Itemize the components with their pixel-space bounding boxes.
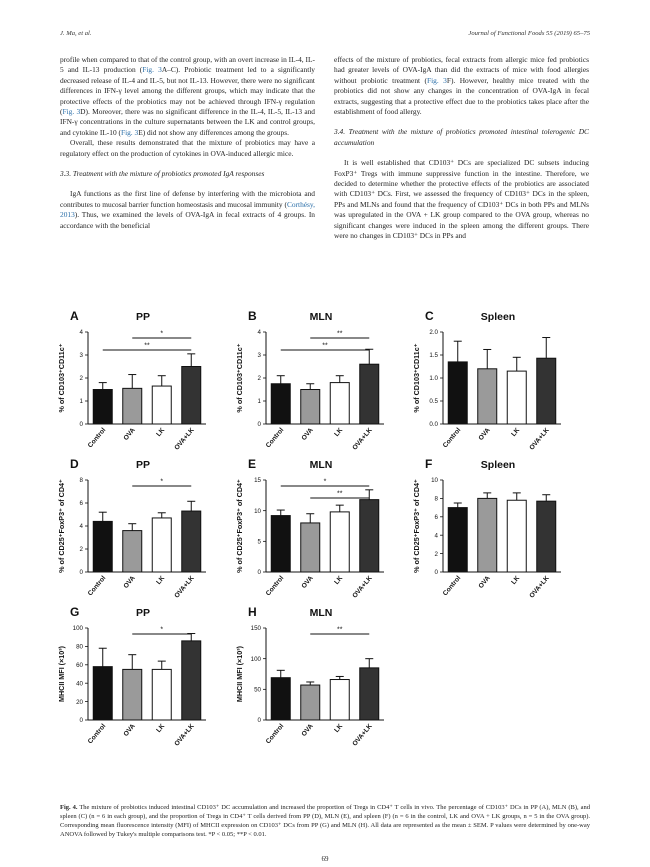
bar-control: [271, 516, 290, 572]
significance-label: *: [160, 626, 164, 634]
category-label: OVA: [122, 574, 137, 590]
category-label: LK: [510, 426, 522, 439]
category-label: OVA+LK: [528, 426, 551, 452]
y-tick-label: 4: [79, 523, 83, 531]
y-tick-label: 0: [257, 717, 261, 725]
chart-panel-c: [412, 309, 561, 452]
y-axis-label: MHCII MFI (×10³): [235, 645, 244, 703]
section-heading-3-3: 3.3. Treatment with the mixture of probiotics promoted IgA responses: [60, 169, 265, 179]
bar-control: [448, 362, 467, 424]
bar-lk: [507, 500, 526, 572]
y-tick-label: 4: [434, 532, 438, 540]
y-tick-label: 6: [79, 500, 83, 508]
running-header-authors: J. Ma, et al.: [60, 30, 92, 37]
category-label: OVA: [122, 722, 137, 738]
category-label: Control: [264, 722, 286, 746]
figure-4-bar-charts: [58, 300, 598, 800]
bar-ova: [123, 388, 142, 424]
category-label: LK: [333, 426, 345, 439]
y-tick-label: 0.0: [429, 421, 438, 429]
bar-control: [271, 384, 290, 424]
chart-panel-b: [235, 309, 384, 452]
y-axis-label: % of CD103⁺CD11c⁺: [57, 343, 66, 413]
y-tick-label: 0.5: [429, 398, 438, 406]
bar-control: [93, 667, 112, 720]
y-tick-label: 80: [76, 643, 83, 651]
bar-ova: [478, 498, 497, 572]
y-tick-label: 150: [250, 625, 261, 633]
category-label: LK: [155, 722, 167, 735]
figure-caption: Fig. 4. The mixture of probiotics induced intestinal CD103⁺ DC accumulation and increased the proportion of Tregs in CD4⁺ T cells in vivo. The percentage of CD103⁺ DCs in PP (A), MLN (B), and spleen (C) (n = 6 in each group), and the proportion of Tregs in CD4⁺ T cells derived from PP (D), MLN (E), and spleen (F) (n = 6 in the control, LK and OVA + LK groups, n = 5 in the OVA group). Corresponding mean fluorescence intensity (MFI) of MHCII expression on CD103⁺ DCs from PP (G) and MLN (H). All data are represented as the mean ± SEM. P values were determined by one-way ANOVA followed by Tukey's multiple comparisons test. *P < 0.05; **P < 0.01.: [60, 804, 591, 838]
category-label: OVA: [300, 574, 315, 590]
y-tick-label: 1: [79, 398, 83, 406]
bar-ova: [478, 369, 497, 424]
page-number: 69: [321, 855, 329, 863]
bar-lk: [330, 512, 349, 572]
category-label: OVA+LK: [173, 722, 196, 748]
panel-title: MLN: [309, 607, 333, 619]
category-label: Control: [86, 426, 108, 450]
y-axis-label: % of CD103⁺CD11c⁺: [412, 343, 421, 413]
y-tick-label: 4: [257, 329, 261, 337]
y-tick-label: 6: [434, 514, 438, 521]
left-text-column: [60, 55, 315, 231]
y-tick-label: 2: [257, 375, 261, 383]
panel-title: MLN: [309, 311, 333, 323]
y-tick-label: 100: [72, 625, 83, 633]
section-heading-3-4: 3.4. Treatment with the mixture of probiotics promoted intestinal tolerogenic DC accumulation: [334, 127, 589, 147]
y-tick-label: 1.0: [429, 375, 438, 383]
y-tick-label: 0: [257, 569, 261, 577]
running-header-journal: Journal of Functional Foods 55 (2019) 65–75: [468, 30, 590, 37]
panel-letter: D: [70, 457, 79, 471]
category-label: OVA+LK: [528, 574, 551, 600]
panel-title: Spleen: [480, 311, 516, 323]
panel-title: PP: [135, 311, 151, 323]
paragraph-iga-cont: effects of the mixture of probiotics, fecal extracts from allergic mice fed probiotics had greater levels of OVA-IgA than did the extracts of mice with food allergies without probiotic treatment (Fig. 3F). However, healthy mice treated with the probiotics did not show any changes in the concentration of OVA-IgA in fecal extracts, suggesting that a protective effect due to the probiotics takes place after the establishment of food allergy.: [334, 55, 589, 117]
y-axis-label: % of CD103⁺CD11c⁺: [235, 343, 244, 413]
y-tick-label: 1.5: [429, 352, 438, 360]
category-label: Control: [441, 574, 463, 598]
panel-title: PP: [135, 607, 151, 619]
panel-letter: C: [425, 309, 434, 323]
y-tick-label: 2: [79, 546, 83, 554]
y-axis-label: % of CD25⁺FoxP3⁺ of CD4⁺: [412, 479, 421, 573]
category-label: OVA+LK: [173, 426, 196, 452]
bar-ova-lk: [182, 367, 201, 425]
y-tick-label: 50: [254, 686, 261, 694]
right-text-column: [334, 55, 589, 242]
category-label: LK: [510, 574, 522, 587]
chart-panel-h: [235, 605, 384, 748]
category-label: OVA+LK: [351, 722, 374, 748]
category-label: OVA: [122, 426, 137, 442]
y-tick-label: 0: [79, 421, 83, 429]
y-axis-label: % of CD25⁺FoxP3⁺ of CD4⁺: [57, 479, 66, 573]
y-tick-label: 2.0: [429, 329, 438, 337]
y-tick-label: 3: [257, 352, 261, 360]
chart-panel-f: [412, 457, 561, 600]
significance-label: **: [337, 490, 343, 498]
fig-link[interactable]: Fig. 3: [120, 127, 139, 137]
chart-panel-e: [235, 457, 384, 600]
category-label: LK: [333, 722, 345, 735]
paragraph-cd103-dcs: It is well established that CD103⁺ DCs are specialized DC subsets inducing FoxP3⁺ Tregs with immune suppressive function in the intestine. Therefore, we decided to determine whether the protective effects of the probiotics are associated with CD103⁺ DCs. First, we assessed the frequency of CD103⁺ DCs in the spleen, PPs and MLNs and found that the frequency of CD103⁺ DCs in both PPs and MLNs was upregulated in the OVA + LK group compared to the OVA group, whereas no significant changes were induced in the spleen among the different groups. There were no changes in CD103⁺ DCs in PPs and: [334, 158, 589, 241]
category-label: Control: [441, 426, 463, 450]
bar-ova: [123, 531, 142, 572]
y-tick-label: 4: [79, 329, 83, 337]
panel-title: PP: [135, 459, 151, 471]
bar-ova-lk: [537, 358, 556, 424]
y-axis-label: % of CD25⁺FoxP3⁺ of CD4⁺: [235, 479, 244, 573]
bar-lk: [152, 386, 171, 424]
significance-label: *: [160, 330, 164, 338]
panel-title: MLN: [309, 459, 333, 471]
y-tick-label: 0: [257, 421, 261, 429]
panel-letter: H: [248, 605, 257, 619]
y-tick-label: 0: [79, 569, 83, 577]
y-tick-label: 8: [434, 495, 438, 503]
y-tick-label: 15: [254, 477, 261, 485]
panel-letter: B: [248, 309, 257, 323]
y-tick-label: 40: [76, 680, 83, 688]
bar-control: [271, 678, 290, 720]
y-tick-label: 10: [254, 507, 261, 515]
citation-link[interactable]: Corthésy, 2013: [60, 199, 315, 220]
significance-label: *: [323, 478, 327, 486]
y-tick-label: 8: [79, 477, 83, 485]
panel-letter: E: [248, 457, 257, 471]
bar-ova: [301, 523, 320, 572]
category-label: OVA: [300, 426, 315, 442]
category-label: LK: [155, 426, 167, 439]
y-tick-label: 20: [76, 698, 83, 706]
category-label: OVA+LK: [351, 574, 374, 600]
category-label: LK: [155, 574, 167, 587]
significance-label: **: [322, 342, 328, 350]
bar-ova-lk: [182, 641, 201, 720]
y-tick-label: 2: [434, 550, 438, 558]
paragraph-iga: IgA functions as the first line of defense by interfering with the microbiota and contributes to mucosal barrier function homeostasis and mucosal immunity (Corthésy, 2013). Thus, we examined the levels of OVA-IgA in fecal extracts of 4 groups. In accordance with the beneficial: [60, 189, 315, 230]
y-axis-label: MHCII MFI (×10³): [57, 645, 66, 703]
bar-ova-lk: [537, 501, 556, 572]
y-tick-label: 1: [257, 398, 261, 406]
y-tick-label: 60: [76, 662, 83, 669]
panel-letter: F: [425, 457, 433, 471]
y-tick-label: 3: [79, 352, 83, 360]
bar-ova: [301, 390, 320, 425]
category-label: Control: [86, 722, 108, 746]
paragraph-cytokines: profile when compared to that of the control group, with an overt increase in IL-4, IL-5 and IL-13 production (Fig. 3A–C). Probiotic treatment led to a significantly decreased release of IL-4 and IL-5, but not IL-13. However, there were no significant differences in IFN-γ level among the different groups, which may indicate that the protective effects of the probiotics may not be achieved through IFN-γ regulation (Fig. 3D). Moreover, there was no significant difference in the IL-4, IL-5, IL-13 and IFN-γ concentrations in the culture supernatants between the LK and control groups, and cytokine IL-10 (Fig. 3E) did not show any differences among the groups.: [60, 55, 315, 137]
category-label: OVA: [300, 722, 315, 738]
chart-panel-g: [57, 605, 206, 748]
bar-ova-lk: [360, 500, 379, 572]
bar-ova-lk: [360, 668, 379, 720]
significance-label: **: [144, 342, 150, 350]
bar-ova: [301, 685, 320, 720]
bar-ova: [123, 669, 142, 720]
category-label: OVA+LK: [173, 574, 196, 600]
bar-control: [93, 390, 112, 425]
bar-lk: [330, 383, 349, 424]
category-label: Control: [264, 426, 286, 450]
y-tick-label: 0: [434, 569, 438, 577]
category-label: Control: [86, 574, 108, 598]
category-label: LK: [333, 574, 345, 587]
y-tick-label: 10: [431, 477, 438, 485]
y-tick-label: 100: [250, 655, 261, 663]
category-label: OVA+LK: [351, 426, 374, 452]
category-label: Control: [264, 574, 286, 598]
significance-label: **: [337, 626, 343, 634]
bar-control: [93, 521, 112, 572]
bar-lk: [507, 371, 526, 424]
y-tick-label: 5: [257, 538, 261, 546]
fig-link[interactable]: Fig. 3: [426, 75, 447, 85]
y-tick-label: 2: [79, 375, 83, 383]
panel-letter: G: [70, 605, 80, 619]
bar-lk: [152, 518, 171, 572]
bar-ova-lk: [182, 511, 201, 572]
bar-lk: [330, 680, 349, 720]
bar-control: [448, 508, 467, 572]
y-tick-label: 0: [79, 717, 83, 725]
significance-label: *: [160, 478, 164, 486]
category-label: OVA: [477, 574, 492, 590]
fig-link[interactable]: Fig. 3: [62, 107, 81, 117]
panel-title: Spleen: [480, 459, 516, 471]
bar-lk: [152, 669, 171, 720]
bar-ova-lk: [360, 364, 379, 424]
paragraph-summary: Overall, these results demonstrated that the mixture of probiotics may have a regulatory effect on the production of cytokines in OVA-induced allergic mice.: [60, 138, 315, 158]
panel-letter: A: [70, 309, 79, 323]
fig-link[interactable]: Fig. 3: [142, 65, 162, 75]
category-label: OVA: [477, 426, 492, 442]
chart-panel-d: [57, 457, 206, 600]
chart-panel-a: [57, 309, 206, 452]
significance-label: **: [337, 330, 343, 338]
